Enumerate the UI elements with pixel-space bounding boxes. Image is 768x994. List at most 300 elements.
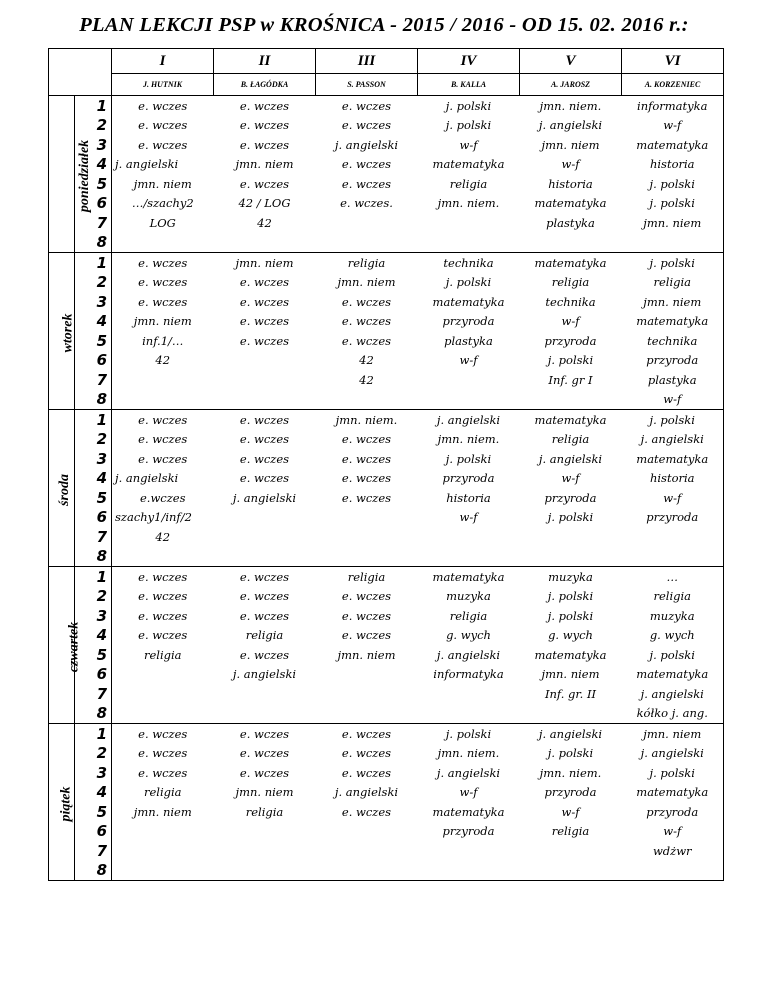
class-teacher: S. PASSON [316, 74, 418, 96]
class-teacher: A. JAROSZ [520, 74, 622, 96]
lesson-cell: e. wczes [239, 589, 290, 604]
lesson-cell: muzyka [446, 589, 491, 604]
lesson-cell: matematyka [622, 312, 724, 332]
lesson-number: 1 [75, 253, 112, 273]
lesson-cell: e. wczes [138, 275, 188, 290]
lesson-cell: j. polski [445, 451, 492, 466]
teacher-row [49, 74, 724, 96]
class-numeral: V [520, 49, 622, 74]
lesson-cell: e. wczes [239, 765, 290, 780]
lesson-cell: e. wczes [239, 471, 290, 486]
lesson-cell: matematyka [432, 294, 505, 309]
lesson-row [49, 331, 724, 351]
lesson-row [49, 390, 724, 410]
lesson-cell: matematyka [432, 157, 505, 172]
lesson-cell: j. angielski [334, 137, 399, 152]
lesson-cell: j. polski [622, 410, 724, 430]
lesson-cell: e. wczes [214, 567, 316, 587]
lesson-cell [112, 390, 214, 410]
lesson-cell: jmn. niem [541, 137, 600, 152]
lesson-cell [418, 547, 520, 567]
lesson-cell: w-f [622, 390, 724, 410]
lesson-cell: jmn. niem [133, 804, 192, 819]
lesson-row [49, 430, 724, 450]
lesson-cell: e. wczes [112, 410, 214, 430]
lesson-cell: jmn. niem. [539, 765, 602, 780]
lesson-cell [520, 841, 622, 861]
lesson-cell: e. wczes [341, 471, 392, 486]
lesson-number: 5 [75, 331, 112, 351]
lesson-cell: przyroda [544, 785, 597, 800]
lesson-number: 4 [75, 626, 112, 646]
lesson-cell [316, 390, 418, 410]
lesson-row [49, 684, 724, 704]
lesson-cell [214, 547, 316, 567]
lesson-cell: j. angielski [538, 451, 603, 466]
lesson-cell: e. wczes [239, 118, 290, 133]
lesson-number: 4 [75, 312, 112, 332]
lesson-cell: religia [316, 253, 418, 273]
lesson-cell [520, 233, 622, 253]
lesson-cell [520, 861, 622, 881]
lesson-cell: j. angielski [334, 785, 399, 800]
lesson-row [49, 253, 724, 273]
lesson-number: 6 [75, 351, 112, 371]
lesson-cell: religia [143, 785, 182, 800]
lesson-cell: informatyka [433, 667, 504, 682]
lesson-cell [214, 841, 316, 861]
lesson-cell: g. wych [446, 628, 491, 643]
day-label-cell [49, 253, 75, 410]
lesson-cell: e. wczes [341, 746, 392, 761]
lesson-cell: w-f [622, 488, 724, 508]
lesson-cell [316, 684, 418, 704]
lesson-cell: jmn. niem [235, 785, 294, 800]
lesson-cell: historia [446, 490, 491, 505]
lesson-cell [418, 233, 520, 253]
lesson-cell [316, 508, 418, 528]
lesson-number: 1 [75, 96, 112, 116]
lesson-row [49, 351, 724, 371]
lesson-cell: e. wczes [341, 608, 392, 623]
lesson-cell: j. angielski [115, 471, 179, 486]
timetable [48, 48, 724, 881]
lesson-cell: przyroda [442, 314, 495, 329]
lesson-cell: j. polski [547, 746, 594, 761]
class-teacher: B. ŁAGÓDKA [214, 74, 316, 96]
lesson-cell: matematyka [418, 567, 520, 587]
lesson-cell: w-f [459, 785, 478, 800]
day-label: piątek [58, 786, 74, 822]
lesson-cell: j. polski [547, 510, 594, 525]
lesson-row [49, 370, 724, 390]
lesson-cell: … [622, 567, 724, 587]
lesson-cell: wdżwr [622, 841, 724, 861]
lesson-cell: g. wych [548, 628, 593, 643]
lesson-cell: plastyka [622, 370, 724, 390]
lesson-row [49, 273, 724, 293]
lesson-cell: w-f [561, 157, 580, 172]
lesson-cell: j. polski [445, 118, 492, 133]
lesson-cell: j. polski [622, 174, 724, 194]
lesson-cell: j. angielski [418, 410, 520, 430]
day-label: środa [56, 474, 72, 506]
lesson-cell: matematyka [622, 449, 724, 469]
lesson-cell: matematyka [622, 665, 724, 685]
lesson-cell: e. wczes [239, 647, 290, 662]
class-numeral: I [112, 49, 214, 74]
lesson-cell: j. polski [622, 194, 724, 214]
lesson-cell: Inf. gr I [548, 372, 593, 387]
lesson-cell [316, 704, 418, 724]
lesson-number: 8 [75, 390, 112, 410]
lesson-cell: e. wczes [239, 608, 290, 623]
lesson-cell: e. wczes [112, 567, 214, 587]
lesson-number: 5 [75, 802, 112, 822]
lesson-cell: j. angielski [520, 724, 622, 744]
lesson-cell [214, 822, 316, 842]
lesson-number: 5 [75, 645, 112, 665]
lesson-cell: jmn. niem [337, 275, 396, 290]
lesson-cell: technika [622, 331, 724, 351]
lesson-number: 2 [75, 744, 112, 764]
lesson-cell [316, 527, 418, 547]
lesson-number: 7 [75, 213, 112, 233]
lesson-cell: w-f [561, 314, 580, 329]
page-title: PLAN LEKCJI PSP w KROŚNICA - 2015 / 2016 - OD 15. 02. 2016 r.: [79, 14, 689, 36]
lesson-number: 8 [75, 547, 112, 567]
lesson-cell [418, 390, 520, 410]
lesson-cell: religia [551, 275, 590, 290]
lesson-cell: e. wczes [316, 724, 418, 744]
lesson-cell [112, 822, 214, 842]
lesson-cell [214, 233, 316, 253]
class-numeral: III [316, 49, 418, 74]
lesson-cell: plastyka [444, 333, 493, 348]
lesson-cell [622, 233, 724, 253]
lesson-cell: j. angielski [622, 684, 724, 704]
lesson-cell [112, 841, 214, 861]
class-teacher: B. KALLA [418, 74, 520, 96]
lesson-cell: e. wczes [316, 96, 418, 116]
lesson-row [49, 567, 724, 587]
lesson-number: 3 [75, 292, 112, 312]
lesson-number: 7 [75, 370, 112, 390]
lesson-cell: matematyka [534, 196, 607, 211]
lesson-cell [418, 370, 520, 390]
lesson-cell: jmn. niem [214, 253, 316, 273]
lesson-cell: technika [418, 253, 520, 273]
lesson-cell: szachy1/inf/2 [115, 510, 192, 525]
lesson-cell: jmn. niem [133, 314, 192, 329]
lesson-cell: e. wczes [112, 96, 214, 116]
lesson-cell: 42 [155, 353, 171, 368]
lesson-number: 2 [75, 116, 112, 136]
lesson-number: 7 [75, 841, 112, 861]
lesson-cell [214, 527, 316, 547]
lesson-cell: e. wczes [112, 253, 214, 273]
lesson-cell [316, 213, 418, 233]
lesson-cell: historia [548, 176, 593, 191]
lesson-cell: 42 [359, 353, 374, 368]
lesson-cell: matematyka [520, 410, 622, 430]
lesson-cell: 42 / LOG [238, 196, 291, 211]
lesson-cell [214, 684, 316, 704]
lesson-row [49, 96, 724, 116]
lesson-cell: e. wczes [138, 137, 188, 152]
lesson-cell [214, 370, 316, 390]
lesson-cell [316, 822, 418, 842]
lesson-cell: e. wczes [341, 294, 392, 309]
lesson-cell: e. wczes [138, 628, 188, 643]
lesson-cell: w-f [459, 137, 478, 152]
lesson-cell: kółko j. ang. [622, 704, 724, 724]
lesson-cell: muzyka [520, 567, 622, 587]
lesson-cell: j. polski [547, 608, 594, 623]
lesson-cell: w-f [622, 822, 724, 842]
lesson-row [49, 704, 724, 724]
lesson-cell: e. wczes [214, 96, 316, 116]
lesson-cell: religia [551, 824, 590, 839]
lesson-cell: przyroda [622, 351, 724, 371]
lesson-cell: LOG [149, 215, 176, 230]
lesson-row [49, 213, 724, 233]
lesson-cell: e. wczes [341, 628, 392, 643]
lesson-cell: przyroda [442, 471, 495, 486]
lesson-cell: j. polski [445, 275, 492, 290]
lesson-number: 1 [75, 410, 112, 430]
lesson-number: 6 [75, 194, 112, 214]
lesson-row [49, 645, 724, 665]
lesson-number: 1 [75, 724, 112, 744]
lesson-cell: e. wczes [138, 746, 188, 761]
lesson-cell: jmn. niem [622, 292, 724, 312]
lesson-cell: e. wczes [239, 746, 290, 761]
lesson-cell: e. wczes [341, 314, 392, 329]
class-teacher: A. KORZENIEC [622, 74, 724, 96]
lesson-cell [418, 527, 520, 547]
lesson-cell: e. wczes [138, 589, 188, 604]
class-numeral-row [49, 49, 724, 74]
lesson-cell: w-f [459, 353, 478, 368]
lesson-cell: matematyka [534, 647, 607, 662]
lesson-row [49, 194, 724, 214]
lesson-cell: jmn. niem [337, 647, 396, 662]
lesson-number: 2 [75, 430, 112, 450]
lesson-cell: religia [449, 176, 488, 191]
day-label-cell [49, 724, 75, 881]
lesson-cell: religia [449, 608, 488, 623]
lesson-cell: j. angielski [232, 490, 297, 505]
lesson-cell [214, 704, 316, 724]
lesson-cell: e. wczes [138, 608, 188, 623]
lesson-cell: e.wczes [139, 490, 186, 505]
lesson-cell [622, 861, 724, 881]
lesson-row [49, 508, 724, 528]
lesson-row [49, 822, 724, 842]
lesson-row [49, 587, 724, 607]
lesson-number: 6 [75, 665, 112, 685]
lesson-cell: w-f [561, 804, 580, 819]
lesson-cell: e. wczes [214, 724, 316, 744]
lesson-number: 6 [75, 508, 112, 528]
lesson-cell [112, 665, 214, 685]
lesson-cell: e. wczes [341, 490, 392, 505]
lesson-cell: e. wczes [239, 451, 290, 466]
lesson-cell: technika [545, 294, 596, 309]
lesson-cell: j. polski [622, 253, 724, 273]
lesson-number: 3 [75, 606, 112, 626]
lesson-cell: religia [551, 432, 590, 447]
lesson-cell: e. wczes. [340, 196, 393, 211]
lesson-cell: e. wczes [341, 589, 392, 604]
lesson-cell [214, 861, 316, 881]
lesson-cell: e. wczes [112, 724, 214, 744]
lesson-cell: 42 [257, 215, 272, 230]
lesson-row [49, 410, 724, 430]
lesson-row [49, 606, 724, 626]
lesson-cell: e. wczes [341, 765, 392, 780]
lesson-number: 2 [75, 587, 112, 607]
lesson-row [49, 724, 724, 744]
lesson-number: 8 [75, 233, 112, 253]
lesson-cell: e. wczes [214, 410, 316, 430]
lesson-cell [112, 861, 214, 881]
lesson-row [49, 626, 724, 646]
lesson-cell [214, 390, 316, 410]
lesson-row [49, 449, 724, 469]
lesson-number: 3 [75, 763, 112, 783]
lesson-cell [214, 351, 316, 371]
lesson-row [49, 665, 724, 685]
lesson-cell: e. wczes [239, 432, 290, 447]
lesson-cell [622, 527, 724, 547]
lesson-cell: przyroda [442, 824, 495, 839]
lesson-number: 8 [75, 861, 112, 881]
lesson-cell: przyroda [622, 508, 724, 528]
day-label: czwartek [66, 621, 82, 673]
lesson-row [49, 155, 724, 175]
lesson-cell: religia [622, 587, 724, 607]
lesson-cell [316, 547, 418, 567]
lesson-cell: e. wczes [341, 432, 392, 447]
lesson-cell: e. wczes [138, 118, 188, 133]
lesson-cell: historia [622, 469, 724, 489]
lesson-row [49, 488, 724, 508]
header-corner [49, 49, 112, 96]
lesson-number: 7 [75, 684, 112, 704]
lesson-cell: historia [622, 155, 724, 175]
lesson-row [49, 116, 724, 136]
lesson-cell: e. wczes [138, 432, 188, 447]
lesson-cell: e. wczes [341, 333, 392, 348]
lesson-row [49, 744, 724, 764]
lesson-cell [112, 704, 214, 724]
lesson-cell: e. wczes [239, 333, 290, 348]
class-teacher: J. HUTNIK [112, 74, 214, 96]
lesson-cell: Inf. gr. II [544, 686, 597, 701]
lesson-cell: matematyka [622, 135, 724, 155]
lesson-cell [520, 390, 622, 410]
lesson-cell: e. wczes [138, 765, 188, 780]
lesson-cell [520, 527, 622, 547]
lesson-cell [316, 233, 418, 253]
lesson-cell: e. wczes [138, 294, 188, 309]
lesson-cell: e. wczes [239, 314, 290, 329]
lesson-cell: przyroda [544, 333, 597, 348]
lesson-cell: e. wczes [239, 294, 290, 309]
lesson-cell: inf.1/… [142, 333, 184, 348]
day-label-cell [49, 96, 93, 253]
lesson-cell: informatyka [622, 96, 724, 116]
lesson-cell [112, 547, 214, 567]
lesson-number: 4 [75, 469, 112, 489]
lesson-cell: e. wczes [239, 275, 290, 290]
lesson-number: 7 [75, 527, 112, 547]
lesson-row [49, 763, 724, 783]
lesson-cell [316, 665, 418, 685]
lesson-number: 8 [75, 704, 112, 724]
day-label: poniedziałek [77, 139, 93, 213]
lesson-cell [418, 684, 520, 704]
lesson-cell: jmn. niem [235, 157, 294, 172]
lesson-cell [520, 704, 622, 724]
lesson-cell: j. angielski [232, 667, 297, 682]
lesson-row [49, 312, 724, 332]
lesson-cell: j. angielski [115, 157, 179, 172]
lesson-cell: religia [622, 273, 724, 293]
lesson-cell: j. polski [547, 589, 594, 604]
lesson-row [49, 802, 724, 822]
lesson-row [49, 469, 724, 489]
lesson-row [49, 861, 724, 881]
lesson-cell: w-f [561, 471, 580, 486]
lesson-cell: j. angielski [622, 744, 724, 764]
lesson-cell [214, 508, 316, 528]
lesson-cell: jmn. niem [541, 667, 600, 682]
lesson-cell: e. wczes [138, 451, 188, 466]
lesson-cell: j. polski [418, 724, 520, 744]
lesson-row [49, 841, 724, 861]
lesson-cell [622, 547, 724, 567]
lesson-number: 4 [75, 783, 112, 803]
lesson-number: 1 [75, 567, 112, 587]
lesson-cell: jmn. niem [622, 213, 724, 233]
lesson-cell: matematyka [520, 253, 622, 273]
lesson-cell: e. wczes [239, 137, 290, 152]
lesson-cell [316, 841, 418, 861]
lesson-row [49, 174, 724, 194]
lesson-row [49, 527, 724, 547]
lesson-cell: jmn. niem [133, 176, 192, 191]
day-label-cell [49, 567, 82, 724]
lesson-cell: w-f [459, 510, 478, 525]
lesson-cell: j. angielski [538, 118, 603, 133]
lesson-cell: e. wczes [341, 118, 392, 133]
lesson-row [49, 292, 724, 312]
lesson-cell: przyroda [622, 802, 724, 822]
lesson-row [49, 547, 724, 567]
lesson-cell: j. angielski [436, 647, 501, 662]
lesson-cell: w-f [622, 116, 724, 136]
lesson-cell: e. wczes [341, 804, 392, 819]
lesson-cell: jmn. niem. [520, 96, 622, 116]
lesson-cell: e. wczes [239, 176, 290, 191]
lesson-cell: …/szachy2 [131, 196, 194, 211]
lesson-cell [316, 861, 418, 881]
lesson-cell: j. polski [622, 645, 724, 665]
lesson-cell: jmn. niem [622, 724, 724, 744]
